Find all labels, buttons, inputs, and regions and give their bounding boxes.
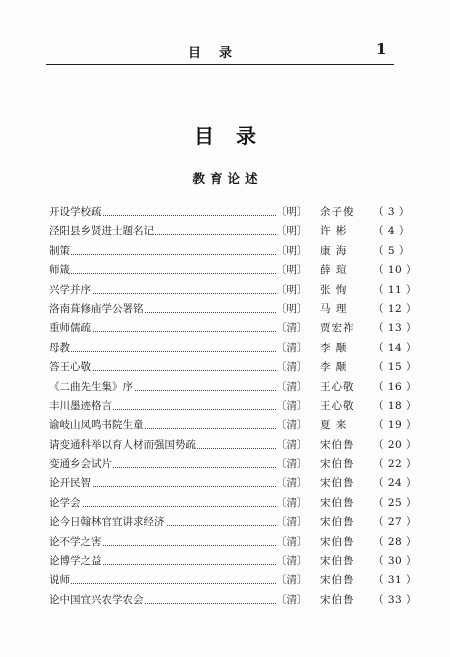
entry-title: 论开民智 xyxy=(49,474,92,493)
entry-page-number: （ 12 ） xyxy=(373,300,417,319)
toc-entry xyxy=(49,455,403,474)
entry-dynasty: 〔 明 〕 xyxy=(276,281,300,300)
entry-dynasty: 〔 明 〕 xyxy=(276,242,300,261)
toc-entry xyxy=(49,397,403,416)
entry-author: 张 恂 xyxy=(320,283,348,296)
entry-author: 夏 来 xyxy=(320,419,348,432)
entry-page-number: （ 14 ） xyxy=(373,339,417,358)
entry-title: 制策 xyxy=(49,242,71,261)
entry-dynasty: 〔 清 〕 xyxy=(276,533,300,552)
entry-author: 王心敬 xyxy=(320,380,355,393)
toc-entry xyxy=(49,591,403,610)
entry-author: 李 颙 xyxy=(320,361,348,374)
entry-dynasty: 〔 清 〕 xyxy=(276,571,300,590)
entry-dynasty: 〔 明 〕 xyxy=(276,261,300,280)
entry-dynasty: 〔 清 〕 xyxy=(276,494,300,513)
dot-leader xyxy=(49,351,276,352)
entry-dynasty: 〔 明 〕 xyxy=(276,300,300,319)
entry-page-number: （ 27 ） xyxy=(373,513,417,532)
entry-dynasty: 〔 明 〕 xyxy=(276,203,300,222)
entry-dynasty: 〔 清 〕 xyxy=(276,339,300,358)
running-title: 目录 xyxy=(188,46,251,61)
entry-title: 论博学之益 xyxy=(49,552,103,571)
entry-author: 宋伯鲁 xyxy=(320,438,355,451)
entry-title: 兴学并序 xyxy=(49,281,92,300)
toc-entry xyxy=(49,416,403,435)
entry-page-number: （ 11 ） xyxy=(373,281,417,300)
entry-title: 论今日翰林官宜讲求经济 xyxy=(49,513,166,532)
entry-dynasty: 〔 清 〕 xyxy=(276,513,300,532)
entry-dynasty: 〔 清 〕 xyxy=(276,455,300,474)
entry-page-number: （ 15 ） xyxy=(373,358,417,377)
entry-page-number: （ 13 ） xyxy=(373,319,417,338)
toc-entry xyxy=(49,436,403,455)
dot-leader xyxy=(49,506,276,507)
entry-author: 宋伯鲁 xyxy=(320,535,355,548)
entry-page-number: （ 10 ） xyxy=(373,261,417,280)
toc-list xyxy=(49,203,403,610)
entry-title: 谕岐山凤鸣书院生童 xyxy=(49,416,145,435)
entry-dynasty: 〔 明 〕 xyxy=(276,222,300,241)
entry-author: 薛 瑄 xyxy=(320,264,348,277)
entry-title: 洛南葺修庙学公署铭 xyxy=(49,300,145,319)
entry-dynasty: 〔 清 〕 xyxy=(276,319,300,338)
section-title: 教育论述 xyxy=(192,171,263,186)
toc-entry xyxy=(49,339,403,358)
entry-title: 师箴 xyxy=(49,261,71,280)
entry-author: 许 彬 xyxy=(320,225,348,238)
toc-entry xyxy=(49,533,403,552)
toc-entry xyxy=(49,378,403,397)
entry-author: 余子俊 xyxy=(320,206,355,218)
entry-author: 宋伯鲁 xyxy=(320,516,355,529)
entry-page-number: （ 20 ） xyxy=(373,436,417,455)
entry-dynasty: 〔 清 〕 xyxy=(276,552,300,571)
entry-title: 请变通科举以育人材而强国势疏 xyxy=(49,436,197,455)
entry-page-number: （ 3 ） xyxy=(373,203,410,222)
toc-entry xyxy=(49,358,403,377)
entry-title: 论不学之害 xyxy=(49,533,103,552)
entry-title: 《二曲先生集》序 xyxy=(49,378,134,397)
entry-page-number: （ 19 ） xyxy=(373,416,417,435)
entry-page-number: （ 18 ） xyxy=(373,397,417,416)
entry-title: 开设学校疏 xyxy=(49,203,103,222)
entry-dynasty: 〔 清 〕 xyxy=(276,397,300,416)
entry-author: 宋伯鲁 xyxy=(320,574,355,587)
running-header xyxy=(0,42,450,60)
entry-author: 李 颙 xyxy=(320,341,348,354)
entry-title: 说师 xyxy=(49,571,71,590)
entry-dynasty: 〔 清 〕 xyxy=(276,591,300,610)
toc-entry xyxy=(49,571,403,590)
entry-dynasty: 〔 清 〕 xyxy=(276,358,300,377)
entry-author: 宋伯鲁 xyxy=(320,593,355,606)
entry-page-number: （ 4 ） xyxy=(373,222,410,241)
entry-title: 泾阳县乡贤进士题名记 xyxy=(49,222,155,241)
dot-leader xyxy=(49,254,276,255)
toc-entry xyxy=(49,242,399,261)
entry-dynasty: 〔 清 〕 xyxy=(276,378,300,397)
entry-title: 丰川墨迹格言 xyxy=(49,397,113,416)
toc-title: 目录 xyxy=(194,124,278,148)
toc-entry xyxy=(49,222,399,241)
toc-entry xyxy=(49,513,403,532)
entry-title: 答王心敬 xyxy=(49,358,92,377)
toc-entry xyxy=(49,261,403,280)
toc-entry xyxy=(49,474,403,493)
entry-page-number: （ 33 ） xyxy=(373,591,417,610)
entry-title: 母教 xyxy=(49,339,71,358)
entry-page-number: （ 16 ） xyxy=(373,378,417,397)
dot-leader xyxy=(49,583,276,584)
entry-author: 宋伯鲁 xyxy=(320,496,355,509)
entry-author: 贾宏祚 xyxy=(320,322,355,335)
entry-page-number: （ 25 ） xyxy=(373,494,417,513)
toc-entry xyxy=(49,203,399,222)
header-rule xyxy=(46,64,394,65)
toc-entry xyxy=(49,281,403,300)
entry-author: 宋伯鲁 xyxy=(320,458,355,471)
toc-entry xyxy=(49,494,403,513)
entry-dynasty: 〔 清 〕 xyxy=(276,416,300,435)
entry-author: 宋伯鲁 xyxy=(320,477,355,490)
page-number: 1 xyxy=(376,40,387,58)
dot-leader xyxy=(49,273,276,274)
entry-dynasty: 〔 清 〕 xyxy=(276,436,300,455)
entry-page-number: （ 24 ） xyxy=(373,474,417,493)
toc-entry xyxy=(49,319,403,338)
entry-page-number: （ 30 ） xyxy=(373,552,417,571)
entry-author: 王心敬 xyxy=(320,399,355,412)
entry-page-number: （ 5 ） xyxy=(373,242,410,261)
entry-title: 论学会 xyxy=(49,494,82,513)
toc-entry xyxy=(49,552,403,571)
entry-title: 变通乡会试片 xyxy=(49,455,113,474)
entry-author: 马 理 xyxy=(320,302,348,315)
entry-title: 重师儒疏 xyxy=(49,319,92,338)
toc-entry xyxy=(49,300,403,319)
entry-author: 宋伯鲁 xyxy=(320,555,355,568)
entry-page-number: （ 31 ） xyxy=(373,571,417,590)
entry-title: 论中国宜兴农学农会 xyxy=(49,591,145,610)
entry-page-number: （ 28 ） xyxy=(373,533,417,552)
entry-page-number: （ 22 ） xyxy=(373,455,417,474)
entry-author: 康 海 xyxy=(320,244,348,257)
entry-dynasty: 〔 清 〕 xyxy=(276,474,300,493)
